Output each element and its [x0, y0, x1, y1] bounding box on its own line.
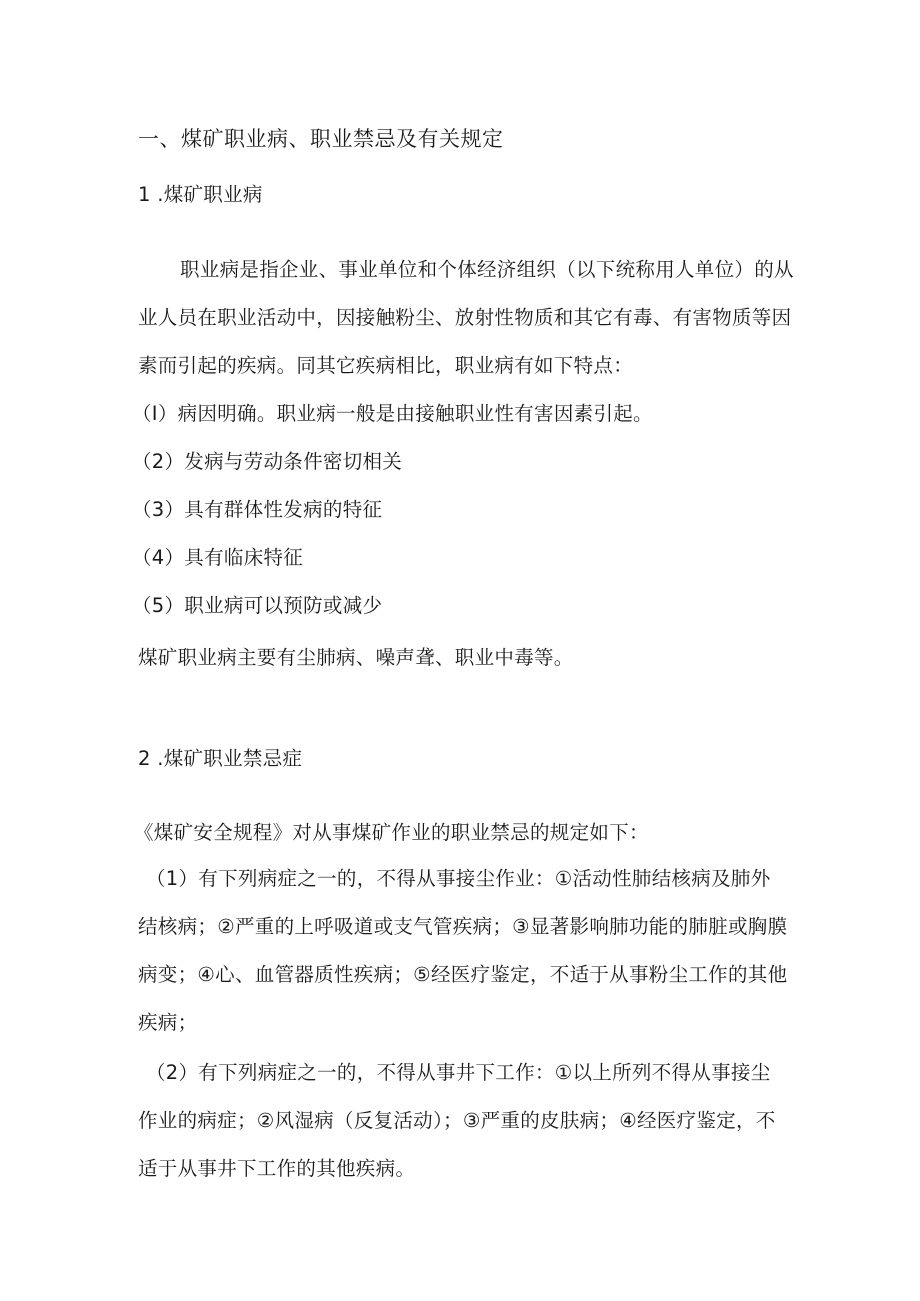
feature-item: （2）发病与劳动条件密切相关 — [132, 450, 403, 473]
rule2-line: 作业的病症；②风湿病（反复活动）；③严重的皮肤病；④经医疗鉴定，不 — [138, 1109, 776, 1132]
feature-item: （4）具有临床特征 — [132, 546, 304, 569]
section1-title: 1 .煤矿职业病 — [138, 183, 263, 206]
rule1-line: 疾病； — [138, 1011, 198, 1034]
rule1-line: （1）有下列病症之一的，不得从事接尘作业：①活动性肺结核病及肺外 — [146, 867, 771, 890]
section1-paragraph-line: 职业病是指企业、事业单位和个体经济组织（以下统称用人单位）的从 — [180, 258, 794, 281]
feature-item: （5）职业病可以预防或减少 — [132, 594, 383, 617]
feature-item: （3）具有群体性发病的特征 — [132, 498, 383, 521]
section1-paragraph-line: 业人员在职业活动中，因接触粉尘、放射性物质和其它有毒、有害物质等因 — [138, 306, 792, 329]
document-heading: 一、煤矿职业病、职业禁忌及有关规定 — [138, 127, 504, 151]
rule2-line: （2）有下列病症之一的，不得从事井下工作：①以上所列不得从事接尘 — [146, 1061, 771, 1084]
section1-paragraph-line: 素而引起的疾病。同其它疾病相比，职业病有如下特点： — [138, 354, 634, 377]
section2-intro: 《煤矿安全规程》对从事煤矿作业的职业禁忌的规定如下： — [134, 821, 649, 844]
rule1-line: 病变；④心、血管器质性疾病；⑤经医疗鉴定，不适于从事粉尘工作的其他 — [138, 963, 788, 986]
section2-title: 2 .煤矿职业禁忌症 — [138, 747, 303, 770]
section1-summary: 煤矿职业病主要有尘肺病、噪声聋、职业中毒等。 — [138, 646, 574, 669]
feature-item: （I）病因明确。职业病一般是由接触职业性有害因素引起。 — [132, 402, 653, 425]
rule2-line: 适于从事井下工作的其他疾病。 — [138, 1157, 416, 1180]
rule1-line: 结核病；②严重的上呼吸道或支气管疾病；③显著影响肺功能的肺脏或胸膜 — [138, 915, 788, 938]
